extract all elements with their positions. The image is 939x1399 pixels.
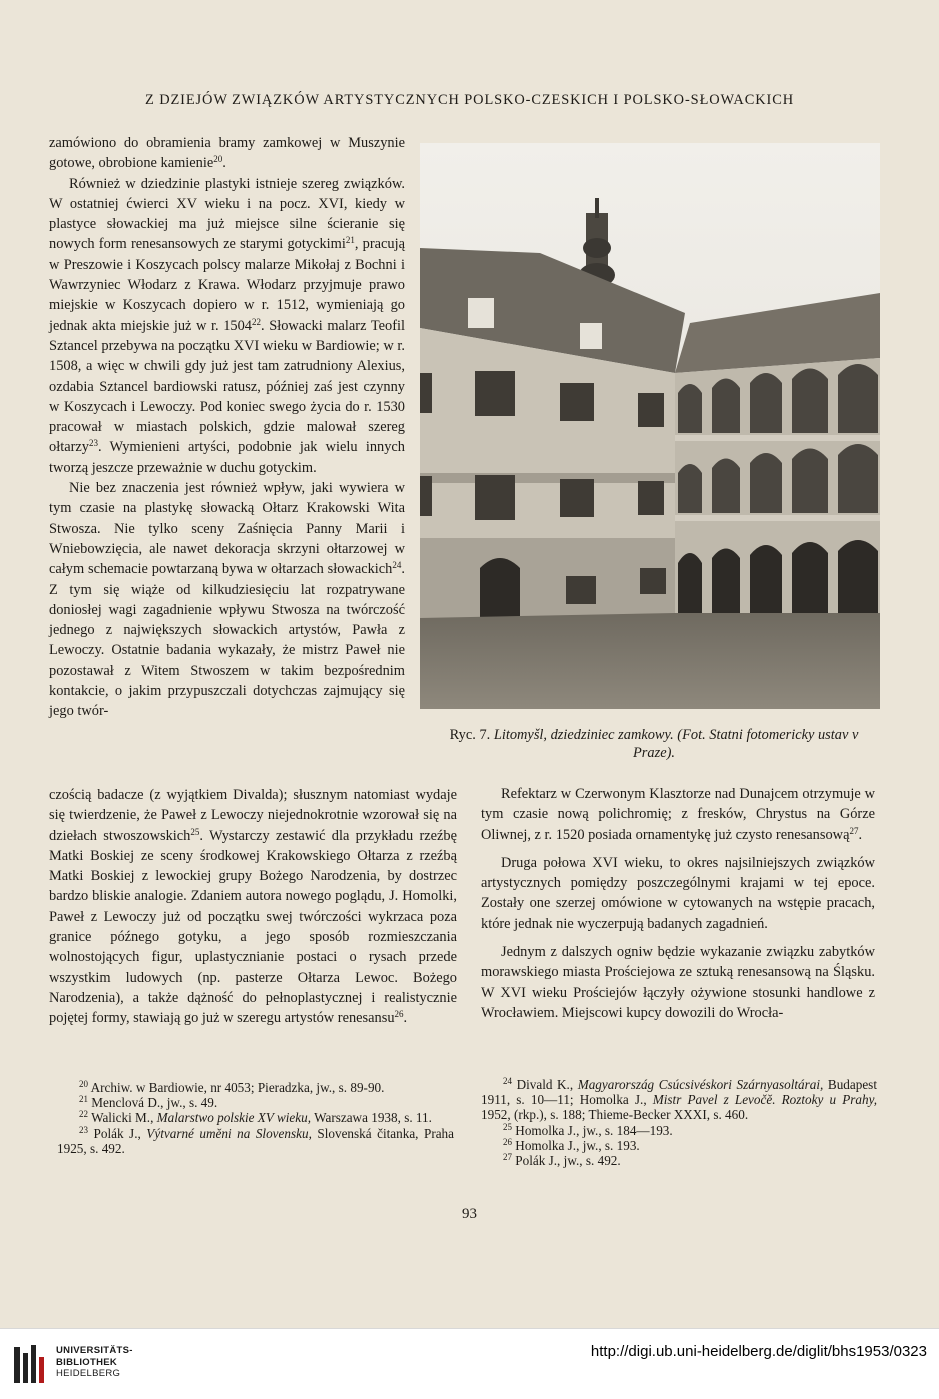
paragraph-7: Jednym z dalszych ogniw będzie wykazanie związku zabytków morawskiego miasta Prościejowa ze sztuką renesansową na Śląsku. W XVI wieku Prościejów łączyły ożywione stosunki handlowe z Wrocławiem. Miejscowi kupcy dowozili do Wrocła- (481, 944, 875, 1021)
library-logo-text: UNIVERSITÄTS- BIBLIOTHEK HEIDELBERG (56, 1345, 133, 1379)
figure-caption (432, 726, 876, 762)
footnote-27: $^{27}$ Polák J., jw., s. 492. (503, 1152, 621, 1169)
courtyard-illustration (420, 143, 880, 709)
footnote-20: $^{20}$ Archiw. w Bardiowie, nr 4053; Pieradzka, jw., s. 89-90. (79, 1079, 385, 1095)
footnote-ref[interactable]: 21 (345, 235, 355, 246)
library-logo-icon (12, 1343, 46, 1385)
paragraph-6: Druga połowa XVI wieku, to okres najsilniejszych związków artystycznych pomiędzy poszczególnymi krajami w tej epoce. Zostały one szerzej omówione w cytowanych na wstępie pracach, które jednak nie wyczerpują badanych zagadnień. (481, 854, 875, 932)
paragraph-3: Nie bez znaczenia jest również wpływ, jaki wywiera w tym czasie na plastykę słowacką Ołtarz Krakowski Wita Stwosza. Nie tylko sceny Zaśnięcia Panny Marii i Wniebowzięcia, ale nawet dekoracja skrzyni ołtarzowej w całym schemacie powtarzaną bywa w ołtarzach słowackich$^{24}$. Z tym się wiąże od kilkudziesięciu lat rozpatrywane doniosłej wagi zagadnienie wpływu Stwosza na twórczość jednego z największych słowackich artystów, Pawła z Lewoczy. Ostatnie badania wykazały, że mistrz Paweł nie pozostawał z Witem Stwoszem w takim bezpośrednim kontakcie, o jakim przypuszczali dotychczas zajmujący się jego twór- (49, 480, 405, 720)
footnotes-left (57, 1080, 454, 1156)
right-column (481, 784, 875, 1023)
footnote-23: $^{23}$ Polák J., Výtvarné umĕni na Slovensku, Slovenská čitanka, Praha 1925, s. 492. (57, 1124, 455, 1156)
footnote-ref[interactable]: 25 (190, 826, 200, 837)
footnotes-right (481, 1077, 877, 1168)
left-column-upper (49, 133, 405, 722)
footnote-21: $^{21}$ Menclová D., jw., s. 49. (79, 1094, 218, 1111)
footnote-22: $^{22}$ Walicki M., Malarstwo polskie XV wieku, Warszawa 1938, s. 11. (79, 1109, 432, 1126)
footnote-ref[interactable]: 23 (88, 438, 98, 449)
paragraph-5: Refektarz w Czerwonym Klasztorze nad Dunajcem otrzymuje w tym czasie nową polichromię; z fresków, Chrystus na Górze Oliwnej, z r. 1520 posiada ornamentykę już czysto renesansową$^{27}$. (481, 786, 875, 843)
paragraph-2: Również w dziedzinie plastyki istnieje szereg związków. W ostatniej ćwierci XV wieku i na pocz. XVI, kiedy w plastyce słowackiej ma już miejsce silne ścieranie się nowych form renesansowych ze starymi gotyckimi$^{21}$, pracują w Preszowie i Koszycach polscy malarze Mikołaj z Bochni i Wawrzyniec Włodarz z Krawa. Włodarz przyjmuje prawo miejskie w Koszycach dopiero w r. 1512, wymieniają go jednak akta miejskie już w r. 1504$^{22}$. Słowacki malarz Teofil Sztancel przebywa na początku XVI wieku w Bardiowie; w r. 1508, a więc w chwili gdy już jest tam zatrudniony Alexius, ozdabia Sztancel bardiowski ratusz, później zaś jest czynny w Koszycach i Lewoczy. Pod koniec swego życia do r. 1530 pracował w miastach polskich, gdzie malował szereg ołtarzy$^{23}$. Wymienieni artyści, podobnie jak wielu innych tworzą jeszcze przeważnie w duchu gotyckim. (49, 175, 405, 476)
permalink-url[interactable]: http://digi.ub.uni-heidelberg.de/diglit/bhs1953/0323 (590, 1343, 927, 1360)
left-column-lower (49, 785, 457, 1029)
footnote-ref[interactable]: 22 (252, 316, 261, 327)
figure-caption-text: Litomyšl, dziedziniec zamkowy. (Fot. Statni fotomericky ustav v Praze). (493, 727, 859, 761)
footnote-25: $^{25}$ Homolka J., jw., s. 184—193. (503, 1121, 673, 1138)
paragraph-4: czością badacze (z wyjątkiem Divalda); słusznym natomiast wydaje się twierdzenie, że Paweł z Lewoczy niejednokrotnie wzorował się na dziełach stwoszowskich$^{25}$. Wystarczy zestawić dla przykładu rzeźbę Matki Boskiej ze sceny środkowej Krakowskiego Ołtarza z rzeźbą Matki Boskiej z lewockiej grupy Bożego Narodzenia, by dostrzec bardzo bliskie analogie. Zdaniem autora nowego poglądu, J. Homolki, Paweł z Lewoczy już od początku swej twórczości wykrzaca poza granice późnego gotyku, a jego sposób rozmieszczania wolnostojących figur, uplastycznianie postaci o rysach przede wszystkim ludowych (np. pasterze Ołtarza Lewoc. Bożego Narodzenia), a także dążność do pełnoplastycznej i realistycznie pojętej formy, stawiają go już w szeregu artystów renesansu$^{26}$. (49, 787, 458, 1027)
footnote-24: $^{24}$ Divald K., Magyarország Csúcsivéskori Szárnyasoltárai, Budapest 1911, s. 10—11; Homolka J., Mistr Pavel z Levočĕ. Roztoky u Prahy, 1952, (rkp.), s. 188; Thieme-Becker XXXI, s. 460. (481, 1076, 877, 1123)
footnote-26: $^{26}$ Homolka J., jw., s. 193. (503, 1136, 640, 1153)
footnote-ref[interactable]: 20 (213, 154, 223, 165)
figure-label: Ryc. 7. (449, 727, 491, 743)
paragraph-1: zamówiono do obramienia bramy zamkowej w Muszynie gotowe, obrobione kamienie$^{20}$. (49, 135, 405, 172)
page-number: 93 (462, 1206, 477, 1222)
footnote-ref[interactable]: 24 (392, 560, 402, 571)
courtyard-photo (420, 143, 880, 709)
running-header: Z DZIEJÓW ZWIĄZKÓW ARTYSTYCZNYCH POLSKO-CZESKICH I POLSKO-SŁOWACKICH (145, 92, 794, 108)
viewer-footer (0, 1328, 939, 1399)
footnote-ref[interactable]: 27 (849, 825, 859, 836)
footnote-ref[interactable]: 26 (394, 1009, 404, 1020)
